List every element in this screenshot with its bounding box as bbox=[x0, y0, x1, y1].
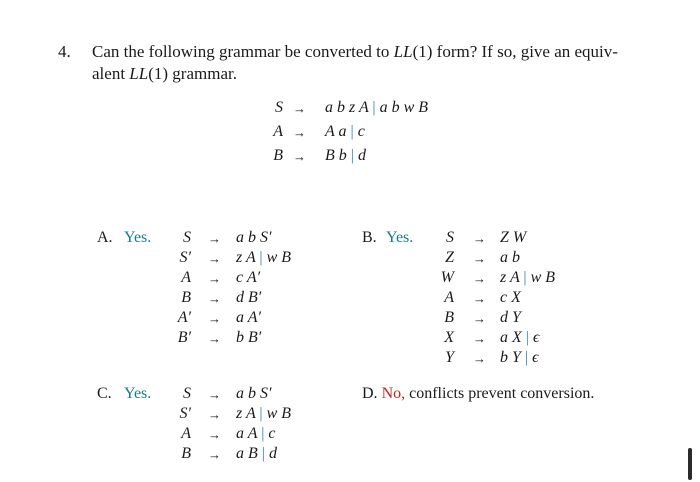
rule-rhs: c A′ bbox=[236, 269, 261, 286]
arrow-icon: → bbox=[208, 271, 221, 286]
question-number: 4. bbox=[58, 42, 71, 61]
main-rule-rhs: a b z A | a b w B bbox=[325, 99, 429, 116]
option-a-label: A. bbox=[97, 229, 113, 246]
option-b-label: B. bbox=[362, 229, 377, 246]
arrow-icon: → bbox=[293, 149, 306, 164]
rule-rhs: d Y bbox=[500, 309, 521, 326]
arrow-icon: → bbox=[473, 271, 486, 286]
rule-lhs: Y bbox=[445, 349, 454, 366]
rule-lhs: B bbox=[181, 445, 191, 462]
rule-lhs: A bbox=[444, 289, 454, 306]
question-text-a: Can the following grammar be converted to bbox=[92, 42, 394, 61]
arrow-icon: → bbox=[208, 231, 221, 246]
main-rule-rhs: A a | c bbox=[325, 123, 365, 140]
option-d-verdict: No, bbox=[381, 385, 406, 402]
arrow-icon: → bbox=[473, 231, 486, 246]
arrow-icon: → bbox=[473, 291, 486, 306]
rule-rhs: a b bbox=[500, 249, 520, 266]
option-d[interactable] bbox=[362, 385, 594, 403]
arrow-icon: → bbox=[293, 101, 306, 116]
rule-rhs: b Y | ϵ bbox=[500, 349, 539, 366]
rule-rhs: a X | ϵ bbox=[500, 329, 540, 346]
arrow-icon: → bbox=[208, 407, 221, 422]
arrow-icon: → bbox=[208, 427, 221, 442]
rule-rhs: a B | d bbox=[236, 445, 277, 462]
ll1-arg-2: (1) bbox=[148, 64, 169, 83]
arrow-icon: → bbox=[293, 125, 306, 140]
rule-rhs: z A | w B bbox=[236, 249, 292, 266]
option-d-label: D. bbox=[362, 385, 378, 402]
rule-rhs: a b S′ bbox=[236, 385, 272, 402]
rule-lhs: B bbox=[444, 309, 454, 326]
rule-lhs: S bbox=[183, 385, 191, 402]
rule-lhs: B′ bbox=[177, 329, 191, 346]
rule-rhs: Z W bbox=[500, 229, 527, 246]
rule-lhs: A′ bbox=[177, 309, 191, 326]
question-line-2 bbox=[92, 64, 237, 84]
option-a-verdict: Yes. bbox=[124, 229, 152, 246]
rule-lhs: S bbox=[446, 229, 454, 246]
rule-lhs: S′ bbox=[179, 405, 191, 422]
rule-lhs: S′ bbox=[179, 249, 191, 266]
rule-lhs: W bbox=[440, 269, 454, 286]
rule-rhs: a b S′ bbox=[236, 229, 272, 246]
rule-rhs: z A | w B bbox=[236, 405, 292, 422]
question-text-b: form? If so, give an equiv- bbox=[432, 42, 618, 61]
arrow-icon: → bbox=[473, 331, 486, 346]
arrow-icon: → bbox=[473, 311, 486, 326]
scrollbar-thumb[interactable] bbox=[688, 448, 692, 480]
question-text-c: alent bbox=[92, 64, 130, 83]
ll1-term-2: LL bbox=[129, 64, 149, 83]
arrow-icon: → bbox=[473, 351, 486, 366]
question-text-d: grammar. bbox=[168, 64, 237, 83]
arrow-icon: → bbox=[208, 447, 221, 462]
arrow-icon: → bbox=[208, 311, 221, 326]
question-line-1 bbox=[92, 42, 618, 62]
rule-lhs: X bbox=[444, 329, 454, 346]
arrow-icon: → bbox=[208, 291, 221, 306]
rule-rhs: z A | w B bbox=[500, 269, 556, 286]
arrow-icon: → bbox=[208, 251, 221, 266]
rule-lhs: A bbox=[181, 425, 191, 442]
arrow-icon: → bbox=[208, 331, 221, 346]
main-rule-rhs: B b | d bbox=[325, 147, 366, 164]
rule-rhs: b B′ bbox=[236, 329, 262, 346]
option-d-text: conflicts prevent conversion. bbox=[405, 385, 595, 402]
rule-rhs: c X bbox=[500, 289, 521, 306]
rule-lhs: Z bbox=[445, 249, 454, 266]
main-rule-lhs: B bbox=[273, 147, 283, 164]
option-c-verdict: Yes. bbox=[124, 385, 152, 402]
arrow-icon: → bbox=[208, 387, 221, 402]
main-rule-lhs: S bbox=[275, 99, 283, 116]
ll1-term: LL bbox=[393, 42, 413, 61]
rule-rhs: d B′ bbox=[236, 289, 262, 306]
main-rule-lhs: A bbox=[273, 123, 283, 140]
rule-lhs: S bbox=[183, 229, 191, 246]
arrow-icon: → bbox=[473, 251, 486, 266]
ll1-arg: (1) bbox=[412, 42, 433, 61]
option-b-verdict: Yes. bbox=[386, 229, 414, 246]
rule-rhs: a A′ bbox=[236, 309, 261, 326]
rule-lhs: B bbox=[181, 289, 191, 306]
rule-rhs: a A | c bbox=[236, 425, 276, 442]
option-c-label: C. bbox=[97, 385, 112, 402]
rule-lhs: A bbox=[181, 269, 191, 286]
